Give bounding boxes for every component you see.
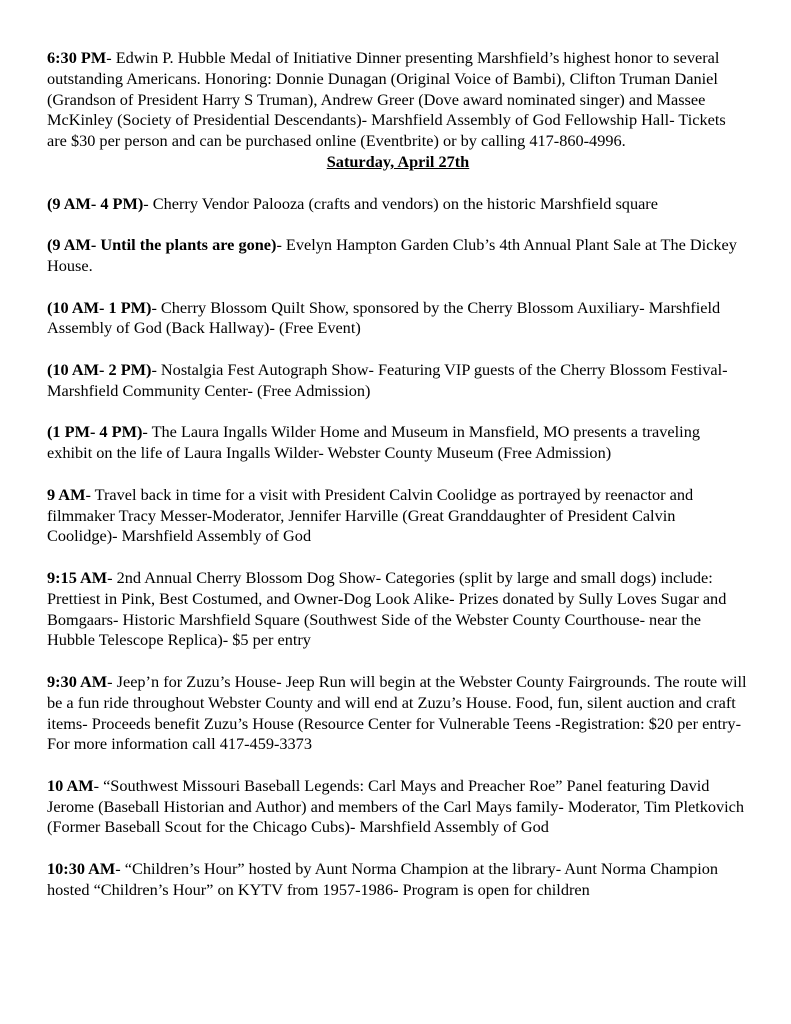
event-entry — [47, 298, 749, 340]
event-time: 6:30 PM — [47, 48, 107, 67]
event-description: - “Southwest Missouri Baseball Legends: Carl Mays and Preacher Roe” Panel featuring David Jerome (Baseball Historian and Author) and members of the Carl Mays family- Moderator, Tim Pletkovich (Former Baseball Scout for the Chicago Cubs)- Marshfield Assembly of God — [47, 775, 745, 837]
event-time: 9:30 AM — [47, 671, 108, 691]
event-description: - Jeep’n for Zuzu’s House- Jeep Run will begin at the Webster County Fairgrounds. The route will be a fun ride throughout Webster County and will end at Zuzu’s House. Food, fun, silent auction and craft items- Proceeds benefit Zuzu’s House (Resource Center for Vulnerable Teens -Registration: $20 per entry- For more information call 417-459-3373 — [47, 671, 747, 754]
event-time: 9 AM — [47, 484, 86, 504]
event-entry — [47, 235, 749, 277]
event-entry — [47, 859, 749, 901]
event-time: (9 AM- Until the plants are gone) — [47, 235, 277, 255]
event-time: (10 AM- 2 PM) — [47, 359, 152, 379]
event-time: (1 PM- 4 PM) — [47, 422, 143, 442]
event-time: (9 AM- 4 PM) — [47, 193, 144, 213]
event-time: 10:30 AM — [47, 859, 116, 879]
schedule-page — [47, 48, 749, 901]
event-entry — [47, 672, 749, 755]
event-description: - Edwin P. Hubble Medal of Initiative Dinner presenting Marshfield’s highest honor to several outstanding Americans. Honoring: Donnie Dunagan (Original Voice of Bambi), Clifton Truman Daniel (Grandson of President Harry S Truman), Andrew Greer (Dove award nominated singer) and Massee McKinley (Society of Presidential Descendants)- Marshfield Assembly of God Fellowship Hall- Tickets are $30 per person and can be purchased online (Eventbrite) or by calling 417-860-4996. — [47, 48, 726, 151]
event-time: (10 AM- 1 PM) — [47, 297, 152, 317]
day-heading: Saturday, April 27th — [326, 151, 470, 171]
event-time: 9:15 AM — [47, 567, 108, 587]
event-entry — [47, 422, 749, 464]
event-description: - Cherry Vendor Palooza (crafts and vendors) on the historic Marshfield square — [143, 193, 658, 213]
event-description: - The Laura Ingalls Wilder Home and Museum in Mansfield, MO presents a traveling exhibit on the life of Laura Ingalls Wilder- Webster County Museum (Free Admission) — [47, 422, 700, 463]
event-description: - Travel back in time for a visit with President Calvin Coolidge as portrayed by reenactor and filmmaker Tracy Messer-Moderator, Jennifer Harville (Great Granddaughter of President Calvin Coolidge)- Marshfield Assembly of God — [47, 484, 694, 546]
event-entry — [47, 776, 749, 838]
event-description: - Nostalgia Fest Autograph Show- Featuring VIP guests of the Cherry Blossom Festival- Marshfield Community Center- (Free Admission) — [47, 359, 728, 400]
event-description: - “Children’s Hour” hosted by Aunt Norma Champion at the library- Aunt Norma Champion hosted “Children’s Hour” on KYTV from 1957-1986- Program is open for children — [47, 859, 719, 899]
event-description: - 2nd Annual Cherry Blossom Dog Show- Categories (split by large and small dogs) include: Prettiest in Pink, Best Costumed, and Owner-Dog Look Alike- Prizes donated by Sully Loves Sugar and Bomgaars- Historic Marshfield Square (Southwest Side of the Webster County Courthouse- near the Hubble Telescope Replica)- $5 per entry — [47, 567, 727, 650]
event-entry — [47, 194, 749, 215]
event-entry — [47, 485, 749, 547]
event-entry — [47, 568, 749, 651]
event-description: - Cherry Blossom Quilt Show, sponsored by the Cherry Blossom Auxiliary- Marshfield Assembly of God (Back Hallway)- (Free Event) — [47, 297, 721, 338]
event-description: - Evelyn Hampton Garden Club’s 4th Annual Plant Sale at The Dickey House. — [47, 235, 737, 275]
event-entry — [47, 360, 749, 402]
event-time: 10 AM — [47, 775, 94, 795]
event-entry — [47, 48, 749, 152]
